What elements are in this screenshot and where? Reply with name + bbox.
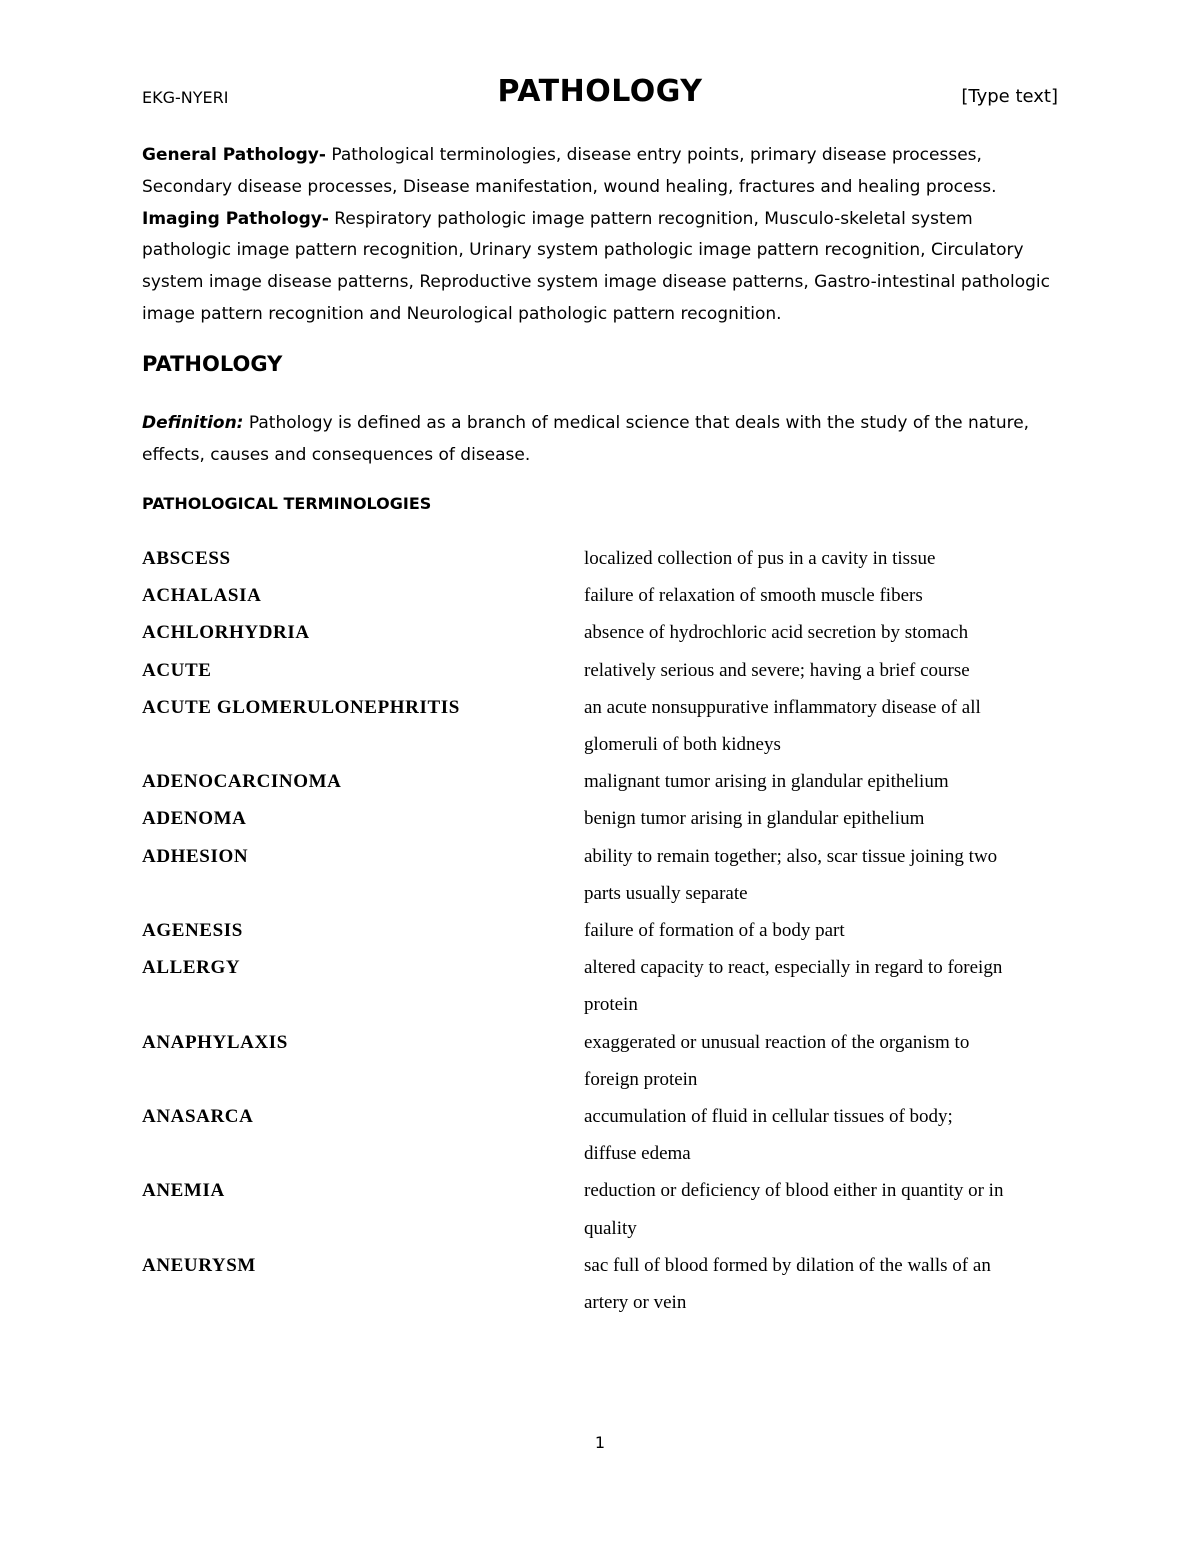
definition-text: Pathology is defined as a branch of medical science that deals with the study of the nature, effects, causes and consequences of disease. [142, 413, 1030, 465]
header-right-text: [Type text] [961, 86, 1058, 107]
term-definition: exaggerated or unusual reaction of the organism to foreign protein [584, 1031, 970, 1090]
term-name: ANAPHYLAXIS [142, 1031, 288, 1053]
term-definition: ability to remain together; also, scar tissue joining two parts usually separate [584, 845, 998, 904]
term-row [142, 652, 1062, 689]
page-number: 1 [594, 1433, 606, 1452]
term-row [142, 838, 1062, 912]
term-row [142, 949, 1062, 1023]
term-name: ADHESION [142, 845, 249, 867]
term-name: ABSCESS [142, 548, 231, 569]
imaging-pathology-label: Imaging Pathology- [142, 208, 329, 229]
term-definition: accumulation of fluid in cellular tissues of body; diffuse edema [584, 1106, 953, 1165]
term-name: AGENESIS [142, 920, 243, 942]
term-definition: failure of formation of a body part [584, 920, 845, 942]
intro-paragraph [142, 140, 1062, 331]
term-definition: malignant tumor arising in glandular epithelium [584, 771, 949, 793]
term-name: ACUTE [142, 659, 212, 681]
term-row [142, 540, 1062, 577]
term-name: ANEMIA [142, 1180, 225, 1202]
term-definition: localized collection of pus in a cavity in tissue [584, 548, 936, 569]
definition-paragraph [142, 408, 1062, 471]
term-name: ACHALASIA [142, 585, 262, 607]
general-pathology-label: General Pathology- [142, 145, 326, 165]
terms-list [142, 540, 1062, 1321]
term-name: ANASARCA [142, 1106, 254, 1128]
term-row [142, 1098, 1062, 1172]
term-row [142, 689, 1062, 763]
term-row [142, 1247, 1062, 1321]
term-definition: benign tumor arising in glandular epithelium [584, 808, 925, 830]
general-pathology-text: Pathological terminologies, disease entry points, primary disease processes, Secondary disease processes, Disease manifestation, wound healing, fractures and healing process. [142, 145, 997, 197]
term-name: ALLERGY [142, 957, 241, 979]
term-definition: absence of hydrochloric acid secretion by stomach [584, 622, 969, 644]
term-name: ACUTE GLOMERULONEPHRITIS [142, 696, 460, 718]
term-name: ADENOCARCINOMA [142, 771, 342, 793]
term-definition: altered capacity to react, especially in regard to foreign protein [584, 957, 1003, 1016]
term-row [142, 912, 1062, 949]
term-row [142, 577, 1062, 614]
term-row [142, 800, 1062, 837]
term-definition: relatively serious and severe; having a brief course [584, 659, 970, 681]
term-name: ADENOMA [142, 808, 247, 830]
term-row [142, 1172, 1062, 1246]
term-name: ANEURYSM [142, 1254, 256, 1276]
section-heading: PATHOLOGY [142, 352, 283, 376]
term-name: ACHLORHYDRIA [142, 622, 310, 644]
header-left-text: EKG-NYERI [142, 88, 229, 107]
term-row [142, 763, 1062, 800]
term-definition: sac full of blood formed by dilation of the walls of an artery or vein [584, 1254, 991, 1314]
definition-label: Definition: [142, 413, 244, 433]
header-title: PATHOLOGY [497, 74, 703, 109]
term-definition: reduction or deficiency of blood either in quantity or in quality [584, 1180, 1004, 1239]
term-definition: an acute nonsuppurative inflammatory disease of all glomeruli of both kidneys [584, 696, 981, 756]
term-definition: failure of relaxation of smooth muscle fibers [584, 585, 923, 607]
terms-heading: PATHOLOGICAL TERMINOLOGIES [142, 494, 432, 513]
term-row [142, 1024, 1062, 1098]
term-row [142, 614, 1062, 651]
imaging-pathology-text: Respiratory pathologic image pattern recognition, Musculo-skeletal system pathologic image pattern recognition, Urinary system pathologic image pattern recognition, Circulatory system image disease patterns, Reproductive system image disease patterns, Gastro-intestinal pathologic image pattern recognition and Neurological pathologic pattern recognition. [142, 208, 1050, 324]
